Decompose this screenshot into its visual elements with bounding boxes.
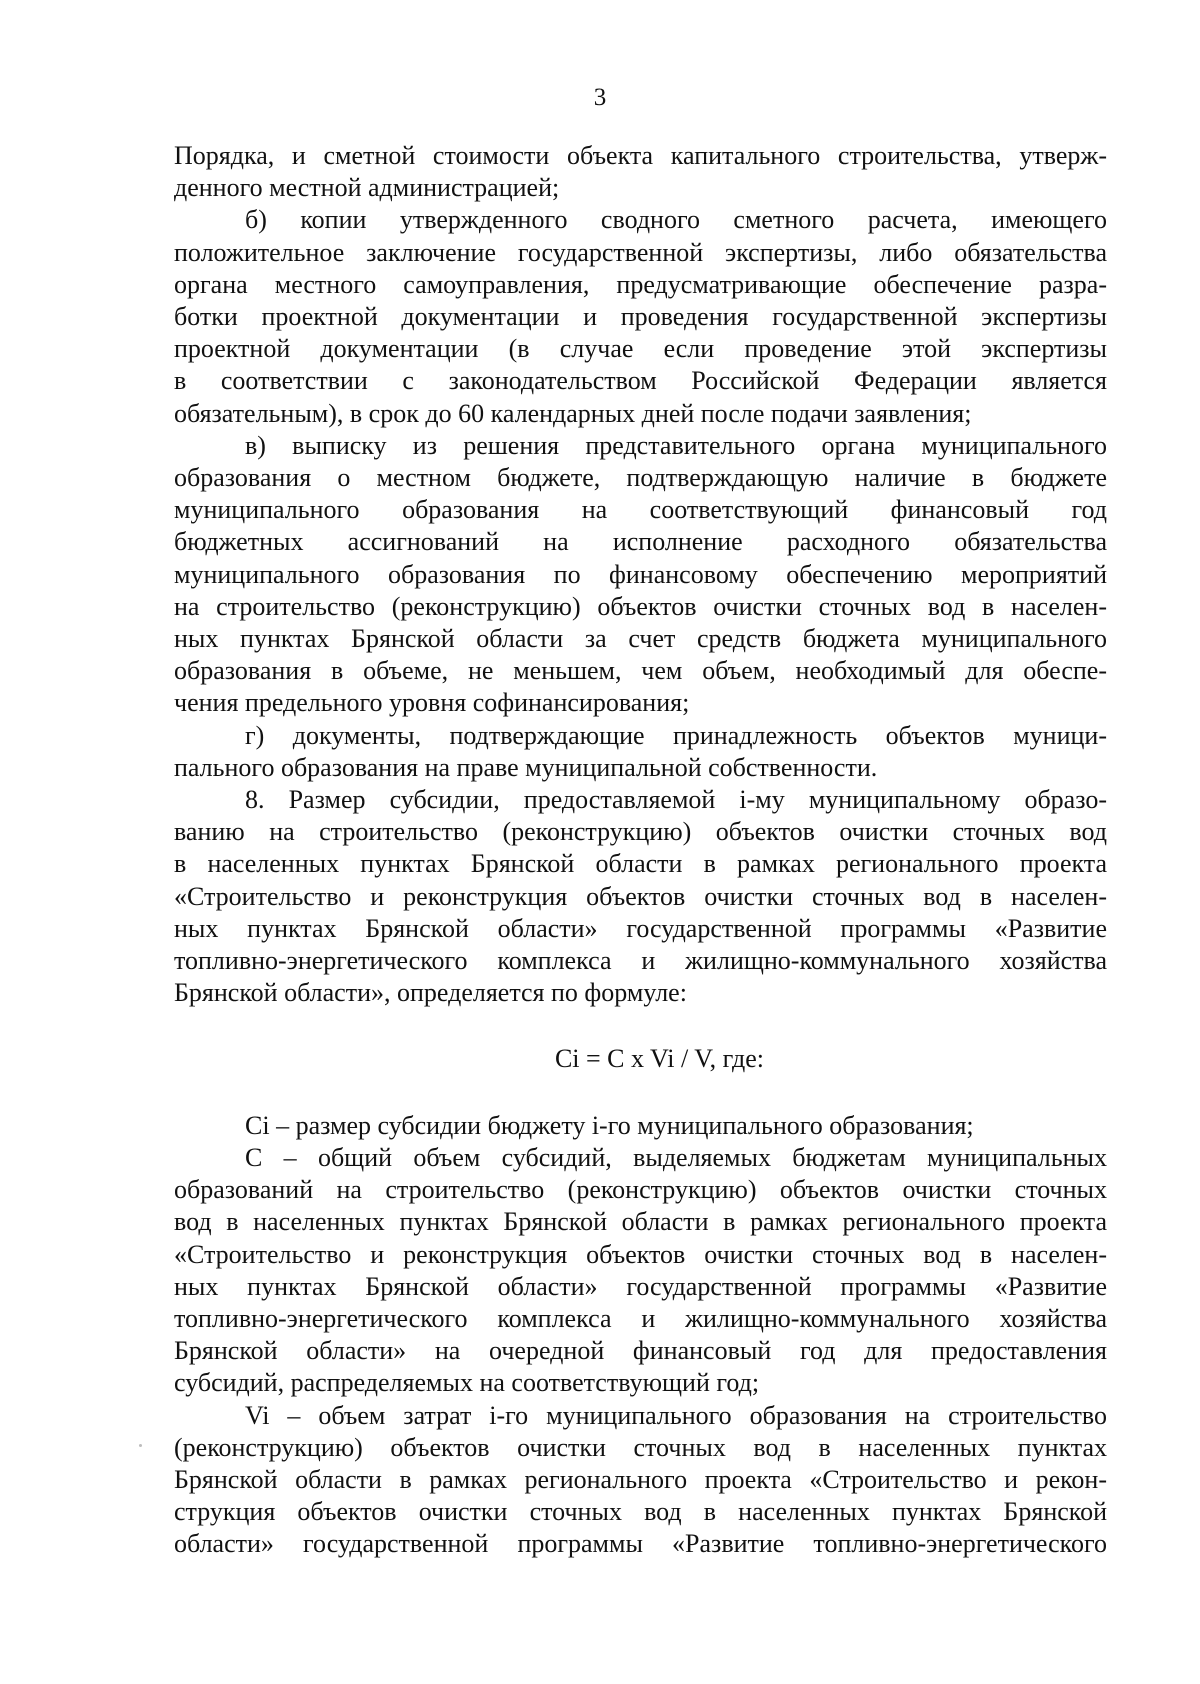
text-line: ботки проектной документации и проведения государственной экспертизы: [174, 302, 1107, 332]
text-line: 8. Размер субсидии, предоставляемой i-му муниципальному образо-: [245, 785, 1107, 815]
text-line: образования в объеме, не меньшем, чем объем, необходимый для обеспе-: [174, 656, 1107, 686]
text-line: г) документы, подтверждающие принадлежность объектов муници-: [245, 720, 1107, 750]
text-line: Ci – размер субсидии бюджету i-го муниципального образования;: [245, 1110, 974, 1140]
scan-artifact-dot: [139, 1444, 142, 1447]
text-line: «Строительство и реконструкция объектов очистки сточных вод в населен-: [174, 1239, 1107, 1269]
text-line: чения предельного уровня софинансирования;: [174, 688, 690, 718]
text-line: области» государственной программы «Развитие топливно-энергетического: [174, 1529, 1107, 1559]
text-line: Порядка, и сметной стоимости объекта капитального строительства, утверж-: [174, 141, 1107, 170]
text-line: Брянской области в рамках регионального проекта «Строительство и рекон-: [174, 1464, 1107, 1494]
text-line: ных пунктах Брянской области за счет средств бюджета муниципального: [174, 624, 1107, 654]
text-line: на строительство (реконструкцию) объектов очистки сточных вод в населен-: [174, 591, 1107, 621]
text-line: образований на строительство (реконструкцию) объектов очистки сточных: [174, 1175, 1107, 1205]
page-number: 3: [593, 84, 607, 111]
text-line: вод в населенных пунктах Брянской области в рамках регионального проекта: [174, 1207, 1107, 1237]
text-line: б) копии утвержденного сводного сметного расчета, имеющего: [245, 205, 1107, 235]
text-line: в населенных пунктах Брянской области в рамках регионального проекта: [174, 849, 1107, 879]
text-line: Брянской области» на очередной финансовый год для предоставления: [174, 1336, 1107, 1366]
text-line: в) выписку из решения представительного органа муниципального: [245, 430, 1107, 460]
text-line: ванию на строительство (реконструкцию) объектов очистки сточных вод: [174, 817, 1107, 847]
text-line: образования о местном бюджете, подтверждающую наличие в бюджете: [174, 463, 1107, 493]
text-line: бюджетных ассигнований на исполнение расходного обязательства: [174, 527, 1107, 557]
text-line: пального образования на праве муниципальной собственности.: [174, 752, 878, 782]
text-line: «Строительство и реконструкция объектов очистки сточных вод в населен-: [174, 881, 1107, 911]
text-line: струкция объектов очистки сточных вод в населенных пунктах Брянской: [174, 1497, 1107, 1527]
text-line: Vi – объем затрат i-го муниципального образования на строительство: [245, 1400, 1107, 1430]
text-line: обязательным), в срок до 60 календарных дней после подачи заявления;: [174, 398, 972, 428]
text-line: муниципального образования по финансовому обеспечению мероприятий: [174, 559, 1107, 589]
text-line: C – общий объем субсидий, выделяемых бюджетам муниципальных: [245, 1142, 1107, 1172]
document-body: [174, 140, 1107, 1561]
text-line: ных пунктах Брянской области» государственной программы «Развитие: [174, 1271, 1107, 1301]
text-line: Брянской области», определяется по формуле:: [174, 978, 687, 1008]
text-line: проектной документации (в случае если проведение этой экспертизы: [174, 334, 1107, 364]
text-line: муниципального образования на соответствующий финансовый год: [174, 495, 1107, 525]
text-line: субсидий, распределяемых на соответствующий год;: [174, 1368, 760, 1398]
text-line: в соответствии с законодательством Российской Федерации является: [174, 366, 1107, 396]
text-line: органа местного самоуправления, предусматривающие обеспечение разра-: [174, 269, 1107, 299]
text-line: топливно-энергетического комплекса и жилищно-коммунального хозяйства: [174, 946, 1107, 976]
text-line: положительное заключение государственной экспертизы, либо обязательства: [174, 237, 1107, 267]
formula: Ci = C x Vi / V, где:: [554, 1044, 765, 1074]
text-line: ных пунктах Брянской области» государственной программы «Развитие: [174, 913, 1107, 943]
text-line: (реконструкцию) объектов очистки сточных вод в населенных пунктах: [174, 1432, 1107, 1462]
text-line: денного местной администрацией;: [174, 173, 560, 203]
text-line: топливно-энергетического комплекса и жилищно-коммунального хозяйства: [174, 1303, 1107, 1333]
